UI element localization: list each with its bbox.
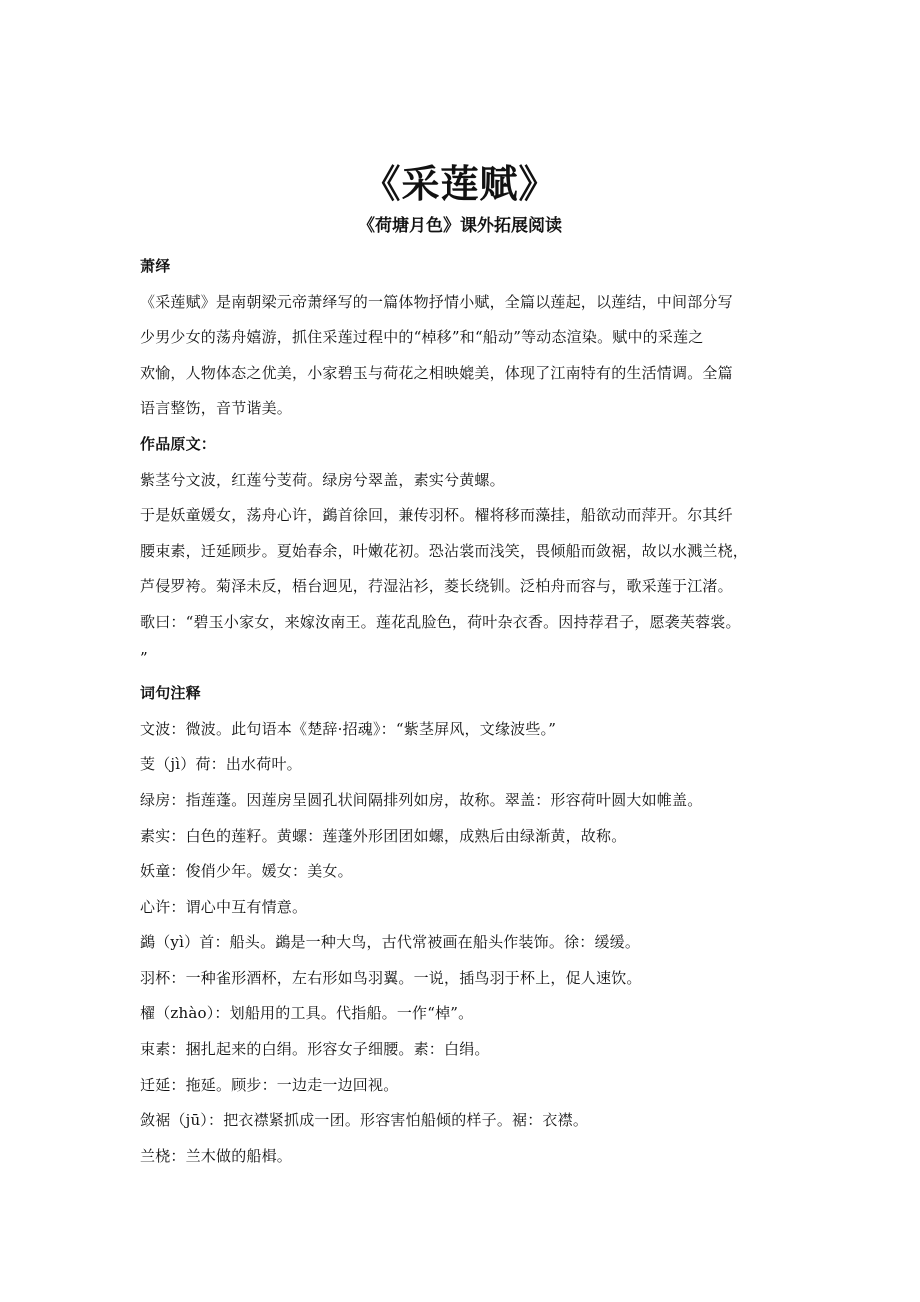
note-line: 束素：捆扎起来的白绢。形容女子细腰。素：白绢。	[140, 1040, 490, 1059]
original-text-line: 紫茎兮文波，红莲兮芰荷。绿房兮翠盖，素实兮黄螺。	[140, 470, 505, 489]
note-line: 素实：白色的莲籽。黄螺：莲蓬外形团团如螺，成熟后由绿渐黄，故称。	[140, 826, 627, 845]
original-text-line: 歌曰：“碧玉小家女，来嫁汝南王。莲花乱脸色，荷叶杂衣香。因持荐君子，愿袭芙蓉裳。	[140, 612, 741, 631]
author-heading: 萧绎	[140, 257, 171, 275]
original-text-line: 于是妖童媛女，荡舟心许，鷁首徐回，兼传羽杯。櫂将移而藻挂，船欲动而萍开。尔其纤	[140, 506, 733, 525]
intro-line: 语言整饬，音节谐美。	[140, 399, 293, 418]
note-line: 绿房：指莲蓬。因莲房呈圆孔状间隔排列如房，故称。翠盖：形容荷叶圆大如帷盖。	[140, 790, 703, 809]
original-text-line: 腰束素，迁延顾步。夏始春余，叶嫩花初。恐沾裳而浅笑，畏倾船而敛裾，故以水溅兰桡，	[140, 541, 749, 560]
document-subtitle: 《荷塘月色》课外拓展阅读	[358, 216, 562, 236]
note-line: 心许：谓心中互有情意。	[140, 897, 308, 916]
note-line: 迁延：拖延。顾步：一边走一边回视。	[140, 1075, 399, 1094]
note-line: 鷁（yì）首：船头。鷁是一种大鸟，古代常被画在船头作装饰。徐：缓缓。	[140, 933, 641, 952]
intro-line: 少男少女的荡舟嬉游，抓住采莲过程中的“棹移”和“船动”等动态渲染。赋中的采莲之	[140, 328, 704, 347]
note-line: 妖童：俊俏少年。媛女：美女。	[140, 862, 353, 881]
original-text-line: 芦侵罗袴。菊泽未反，梧台迥见，荇湿沾衫，菱长绕钏。泛柏舟而容与，歌采莲于江渚。	[140, 577, 733, 596]
original-text-heading: 作品原文：	[140, 434, 217, 453]
document-title: 《采莲赋》	[362, 162, 558, 206]
note-line: 櫂（zhào）：划船用的工具。代指船。一作“棹”。	[140, 1004, 474, 1023]
note-line: 芰（jì）荷：出水荷叶。	[140, 755, 302, 774]
document-body	[140, 249, 790, 1174]
note-line: 兰桡：兰木做的船楫。	[140, 1146, 293, 1165]
note-line: 文波：微波。此句语本《楚辞·招魂》：“紫茎屏风，文缘波些。”	[140, 719, 557, 738]
intro-line: 欢愉，人物体态之优美，小家碧玉与荷花之相映媲美，体现了江南特有的生活情调。全篇	[140, 363, 733, 382]
intro-line: 《采莲赋》是南朝梁元帝萧绎写的一篇体物抒情小赋，全篇以莲起，以莲结，中间部分写	[140, 292, 733, 311]
notes-heading: 词句注释	[140, 684, 201, 703]
note-line: 敛裾（jū）：把衣襟紧抓成一团。形容害怕船倾的样子。裾：衣襟。	[140, 1111, 589, 1130]
original-text-line: ”	[140, 648, 148, 667]
note-line: 羽杯：一种雀形酒杯，左右形如鸟羽翼。一说，插鸟羽于杯上，促人速饮。	[140, 968, 642, 987]
